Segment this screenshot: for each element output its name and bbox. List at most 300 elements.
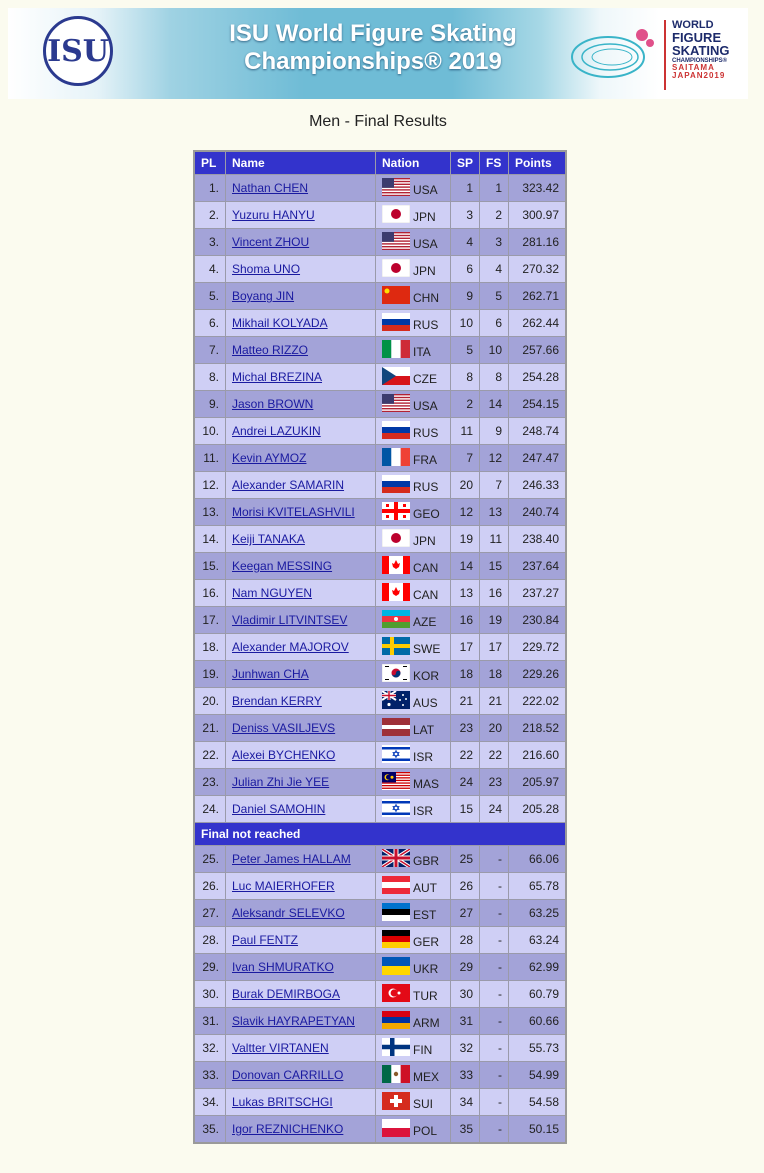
results-body <box>194 175 566 1144</box>
pol-flag-icon <box>382 1119 410 1137</box>
skater-name-link[interactable]: Alexei BYCHENKO <box>232 748 336 762</box>
skater-name-cell <box>226 1116 376 1144</box>
nation-code: USA <box>413 237 438 252</box>
nation-cell <box>376 688 451 715</box>
skater-name-cell <box>226 472 376 499</box>
sp-rank-cell: 27 <box>451 900 480 927</box>
skater-name-link[interactable]: Deniss VASILJEVS <box>232 721 336 735</box>
sui-flag-icon <box>382 1092 410 1110</box>
points-cell: 54.99 <box>509 1062 567 1089</box>
fs-rank-cell: 13 <box>480 499 509 526</box>
skater-name-cell <box>226 229 376 256</box>
fs-rank-cell: 8 <box>480 364 509 391</box>
fs-rank-cell: 22 <box>480 742 509 769</box>
sp-rank-cell: 25 <box>451 846 480 873</box>
skater-name-link[interactable]: Nathan CHEN <box>232 181 309 195</box>
nation-cell <box>376 364 451 391</box>
lat-flag-icon <box>382 718 410 736</box>
table-row <box>194 688 566 715</box>
skater-name-cell <box>226 954 376 981</box>
points-cell: 300.97 <box>509 202 567 229</box>
placement-cell: 23. <box>194 769 226 796</box>
skater-name-link[interactable]: Igor REZNICHENKO <box>232 1122 344 1136</box>
skater-name-link[interactable]: Peter James HALLAM <box>232 852 351 866</box>
fs-rank-cell: - <box>480 981 509 1008</box>
skater-name-link[interactable]: Mikhail KOLYADA <box>232 316 328 330</box>
nation-cell <box>376 526 451 553</box>
skater-name-cell <box>226 873 376 900</box>
nation-cell <box>376 256 451 283</box>
points-cell: 262.44 <box>509 310 567 337</box>
nation-cell <box>376 1089 451 1116</box>
sp-rank-cell: 13 <box>451 580 480 607</box>
skater-name-link[interactable]: Nam NGUYEN <box>232 586 313 600</box>
sp-rank-cell: 12 <box>451 499 480 526</box>
nation-code: SUI <box>413 1097 434 1112</box>
nation-cell <box>376 445 451 472</box>
placement-cell: 21. <box>194 715 226 742</box>
points-cell: 323.42 <box>509 175 567 202</box>
table-row <box>194 418 566 445</box>
sp-rank-cell: 28 <box>451 927 480 954</box>
skater-name-cell <box>226 445 376 472</box>
table-row <box>194 1089 566 1116</box>
nation-cell <box>376 1062 451 1089</box>
skater-name-link[interactable]: Vladimir LITVINTSEV <box>232 613 348 627</box>
nation-cell <box>376 846 451 873</box>
fs-rank-cell: - <box>480 1035 509 1062</box>
placement-cell: 18. <box>194 634 226 661</box>
points-cell: 205.28 <box>509 796 567 823</box>
sp-rank-cell: 15 <box>451 796 480 823</box>
nation-code: FIN <box>413 1043 433 1058</box>
skater-name-link[interactable]: Shoma UNO <box>232 262 301 276</box>
fs-rank-cell: 6 <box>480 310 509 337</box>
points-cell: 65.78 <box>509 873 567 900</box>
nation-cell <box>376 337 451 364</box>
nation-cell <box>376 418 451 445</box>
skater-name-cell <box>226 310 376 337</box>
table-row <box>194 715 566 742</box>
page-title: Men - Final Results <box>309 113 447 130</box>
points-cell: 229.26 <box>509 661 567 688</box>
placement-cell: 30. <box>194 981 226 1008</box>
rus-flag-icon <box>382 475 410 493</box>
table-row <box>194 1008 566 1035</box>
points-cell: 205.97 <box>509 769 567 796</box>
champ-logo-championships: CHAMPIONSHIPS® <box>672 58 728 64</box>
skater-name-cell <box>226 553 376 580</box>
nation-cell <box>376 1116 451 1144</box>
placement-cell: 24. <box>194 796 226 823</box>
header-nation: Nation <box>376 151 451 175</box>
points-cell: 60.66 <box>509 1008 567 1035</box>
table-row <box>194 337 566 364</box>
nation-cell <box>376 981 451 1008</box>
mas-flag-icon <box>382 772 410 790</box>
fs-rank-cell: 7 <box>480 472 509 499</box>
points-cell: 238.40 <box>509 526 567 553</box>
sp-rank-cell: 7 <box>451 445 480 472</box>
placement-cell: 34. <box>194 1089 226 1116</box>
placement-cell: 19. <box>194 661 226 688</box>
fs-rank-cell: 1 <box>480 175 509 202</box>
skater-name-cell <box>226 742 376 769</box>
nation-cell <box>376 310 451 337</box>
nation-cell <box>376 1008 451 1035</box>
sp-rank-cell: 33 <box>451 1062 480 1089</box>
points-cell: 257.66 <box>509 337 567 364</box>
sp-rank-cell: 26 <box>451 873 480 900</box>
points-cell: 62.99 <box>509 954 567 981</box>
nation-code: AUT <box>413 881 437 896</box>
placement-cell: 1. <box>194 175 226 202</box>
final-not-reached-label: Final not reached <box>194 823 566 846</box>
fra-flag-icon <box>382 448 410 466</box>
nation-cell <box>376 873 451 900</box>
skater-name-link[interactable]: Morisi KVITELASHVILI <box>232 505 355 519</box>
skater-name-cell <box>226 499 376 526</box>
gbr-flag-icon <box>382 849 410 867</box>
table-row <box>194 954 566 981</box>
sp-rank-cell: 29 <box>451 954 480 981</box>
sp-rank-cell: 30 <box>451 981 480 1008</box>
nation-code: USA <box>413 399 438 414</box>
skater-name-link[interactable]: Julian Zhi Jie YEE <box>232 775 330 789</box>
skater-name-cell <box>226 1008 376 1035</box>
skater-name-cell <box>226 526 376 553</box>
table-row <box>194 742 566 769</box>
placement-cell: 16. <box>194 580 226 607</box>
points-cell: 63.25 <box>509 900 567 927</box>
placement-cell: 33. <box>194 1062 226 1089</box>
placement-cell: 9. <box>194 391 226 418</box>
sp-rank-cell: 23 <box>451 715 480 742</box>
header-fs: FS <box>480 151 509 175</box>
placement-cell: 11. <box>194 445 226 472</box>
nation-cell <box>376 634 451 661</box>
skater-name-link[interactable]: Jason BROWN <box>232 397 314 411</box>
sp-rank-cell: 24 <box>451 769 480 796</box>
nation-cell <box>376 553 451 580</box>
table-header-row <box>194 151 566 175</box>
table-row <box>194 310 566 337</box>
points-cell: 281.16 <box>509 229 567 256</box>
points-cell: 216.60 <box>509 742 567 769</box>
skater-name-link[interactable]: Kevin AYMOZ <box>232 451 307 465</box>
placement-cell: 27. <box>194 900 226 927</box>
sp-rank-cell: 2 <box>451 391 480 418</box>
aus-flag-icon <box>382 691 410 709</box>
skater-name-cell <box>226 1035 376 1062</box>
champ-logo-saitama: SAITAMA <box>672 63 715 72</box>
nation-cell <box>376 229 451 256</box>
skater-name-link[interactable]: Keiji TANAKA <box>232 532 305 546</box>
nation-cell <box>376 580 451 607</box>
nation-code: RUS <box>413 318 439 333</box>
skater-name-cell <box>226 900 376 927</box>
skater-name-link[interactable]: Vincent ZHOU <box>232 235 310 249</box>
table-row <box>194 927 566 954</box>
skater-name-link[interactable]: Alexander SAMARIN <box>232 478 345 492</box>
aut-flag-icon <box>382 876 410 894</box>
skater-name-link[interactable]: Boyang JIN <box>232 289 295 303</box>
points-cell: 66.06 <box>509 846 567 873</box>
placement-cell: 26. <box>194 873 226 900</box>
fs-rank-cell: 14 <box>480 391 509 418</box>
fs-rank-cell: 19 <box>480 607 509 634</box>
arm-flag-icon <box>382 1011 410 1029</box>
skater-name-cell <box>226 283 376 310</box>
placement-cell: 17. <box>194 607 226 634</box>
nation-code: JPN <box>413 210 436 225</box>
usa-flag-icon <box>382 232 410 250</box>
skater-name-link[interactable]: Ivan SHMURATKO <box>232 960 334 974</box>
fs-rank-cell: 15 <box>480 553 509 580</box>
table-row <box>194 499 566 526</box>
nation-cell <box>376 202 451 229</box>
points-cell: 222.02 <box>509 688 567 715</box>
fs-rank-cell: - <box>480 1008 509 1035</box>
fs-rank-cell: - <box>480 927 509 954</box>
skater-name-link[interactable]: Andrei LAZUKIN <box>232 424 321 438</box>
skater-name-link[interactable]: Keegan MESSING <box>232 559 333 573</box>
skater-name-link[interactable]: Paul FENTZ <box>232 933 299 947</box>
fs-rank-cell: - <box>480 1116 509 1144</box>
table-row <box>194 445 566 472</box>
nation-code: RUS <box>413 426 439 441</box>
skater-name-cell <box>226 337 376 364</box>
chn-flag-icon <box>382 286 410 304</box>
skater-name-link[interactable]: Junhwan CHA <box>232 667 309 681</box>
fs-rank-cell: 2 <box>480 202 509 229</box>
sp-rank-cell: 11 <box>451 418 480 445</box>
isu-logo <box>43 16 113 86</box>
sp-rank-cell: 16 <box>451 607 480 634</box>
nation-cell <box>376 769 451 796</box>
nation-cell <box>376 715 451 742</box>
table-row <box>194 769 566 796</box>
placement-cell: 35. <box>194 1116 226 1144</box>
aze-flag-icon <box>382 610 410 628</box>
nation-code: USA <box>413 183 438 198</box>
placement-cell: 5. <box>194 283 226 310</box>
sp-rank-cell: 21 <box>451 688 480 715</box>
nation-code: GBR <box>413 854 440 869</box>
skater-name-link[interactable]: Luc MAIERHOFER <box>232 879 335 893</box>
results-table <box>193 150 567 1144</box>
skater-name-cell <box>226 364 376 391</box>
placement-cell: 13. <box>194 499 226 526</box>
nation-code: SWE <box>413 642 441 657</box>
points-cell: 50.15 <box>509 1116 567 1144</box>
fs-rank-cell: 9 <box>480 418 509 445</box>
skater-name-link[interactable]: Brendan KERRY <box>232 694 322 708</box>
skater-name-link[interactable]: Alexander MAJOROV <box>232 640 349 654</box>
skater-name-link[interactable]: Burak DEMIRBOGA <box>232 987 341 1001</box>
table-row <box>194 981 566 1008</box>
placement-cell: 2. <box>194 202 226 229</box>
points-cell: 237.27 <box>509 580 567 607</box>
nation-cell <box>376 661 451 688</box>
skater-name-cell <box>226 715 376 742</box>
placement-cell: 10. <box>194 418 226 445</box>
table-row <box>194 1035 566 1062</box>
fs-rank-cell: 3 <box>480 229 509 256</box>
table-row <box>194 1062 566 1089</box>
jpn-flag-icon <box>382 205 410 223</box>
skater-name-cell <box>226 175 376 202</box>
sp-rank-cell: 34 <box>451 1089 480 1116</box>
fs-rank-cell: 24 <box>480 796 509 823</box>
header-sp: SP <box>451 151 480 175</box>
table-row <box>194 580 566 607</box>
sp-rank-cell: 4 <box>451 229 480 256</box>
placement-cell: 25. <box>194 846 226 873</box>
skater-name-cell <box>226 688 376 715</box>
sp-rank-cell: 18 <box>451 661 480 688</box>
table-row <box>194 391 566 418</box>
champ-logo-world: WORLD <box>672 19 714 31</box>
nation-cell <box>376 927 451 954</box>
table-row <box>194 900 566 927</box>
table-row <box>194 472 566 499</box>
table-row <box>194 229 566 256</box>
sp-rank-cell: 35 <box>451 1116 480 1144</box>
points-cell: 54.58 <box>509 1089 567 1116</box>
sp-rank-cell: 22 <box>451 742 480 769</box>
nation-cell <box>376 472 451 499</box>
isr-flag-icon <box>382 745 410 763</box>
skater-name-link[interactable]: Michal BREZINA <box>232 370 323 384</box>
fs-rank-cell: - <box>480 1062 509 1089</box>
table-row <box>194 661 566 688</box>
points-cell: 63.24 <box>509 927 567 954</box>
nation-code: AZE <box>413 615 437 630</box>
skater-name-link[interactable]: Donovan CARRILLO <box>232 1068 344 1082</box>
rus-flag-icon <box>382 313 410 331</box>
table-row <box>194 796 566 823</box>
usa-flag-icon <box>382 178 410 196</box>
banner-title-line2: Championships® 2019 <box>244 47 502 75</box>
table-row <box>194 553 566 580</box>
fs-rank-cell: 11 <box>480 526 509 553</box>
section-header-row <box>194 823 566 846</box>
points-cell: 218.52 <box>509 715 567 742</box>
skater-name-link[interactable]: Matteo RIZZO <box>232 343 309 357</box>
points-cell: 229.72 <box>509 634 567 661</box>
skater-name-cell <box>226 661 376 688</box>
fs-rank-cell: 17 <box>480 634 509 661</box>
fs-rank-cell: 21 <box>480 688 509 715</box>
table-row <box>194 364 566 391</box>
skater-name-cell <box>226 607 376 634</box>
rus-flag-icon <box>382 421 410 439</box>
nation-code: CHN <box>413 291 439 306</box>
points-cell: 60.79 <box>509 981 567 1008</box>
fs-rank-cell: 12 <box>480 445 509 472</box>
can-flag-icon <box>382 556 410 574</box>
sp-rank-cell: 19 <box>451 526 480 553</box>
jpn-flag-icon <box>382 259 410 277</box>
skater-name-link[interactable]: Yuzuru HANYU <box>232 208 315 222</box>
skater-name-cell <box>226 256 376 283</box>
sp-rank-cell: 14 <box>451 553 480 580</box>
skater-name-link[interactable]: Valtter VIRTANEN <box>232 1041 329 1055</box>
geo-flag-icon <box>382 502 410 520</box>
skater-name-link[interactable]: Daniel SAMOHIN <box>232 802 326 816</box>
header-name: Name <box>226 151 376 175</box>
nation-code: ISR <box>413 750 434 765</box>
points-cell: 230.84 <box>509 607 567 634</box>
kor-flag-icon <box>382 664 410 682</box>
nation-cell <box>376 1035 451 1062</box>
skater-name-link[interactable]: Aleksandr SELEVKO <box>232 906 345 920</box>
points-cell: 247.47 <box>509 445 567 472</box>
fs-rank-cell: 16 <box>480 580 509 607</box>
skater-name-cell <box>226 769 376 796</box>
points-cell: 246.33 <box>509 472 567 499</box>
champ-logo-figure: FIGURE <box>672 30 722 45</box>
table-row <box>194 846 566 873</box>
skater-name-cell <box>226 634 376 661</box>
nation-code: AUS <box>413 696 438 711</box>
table-row <box>194 526 566 553</box>
placement-cell: 14. <box>194 526 226 553</box>
skater-name-cell <box>226 391 376 418</box>
sp-rank-cell: 6 <box>451 256 480 283</box>
fs-rank-cell: 4 <box>480 256 509 283</box>
placement-cell: 12. <box>194 472 226 499</box>
placement-cell: 15. <box>194 553 226 580</box>
can-flag-icon <box>382 583 410 601</box>
skater-name-cell <box>226 580 376 607</box>
ger-flag-icon <box>382 930 410 948</box>
event-banner <box>8 8 748 99</box>
skater-name-link[interactable]: Slavik HAYRAPETYAN <box>232 1014 355 1028</box>
table-row <box>194 634 566 661</box>
header-pl: PL <box>194 151 226 175</box>
nation-code: CAN <box>413 561 439 576</box>
fs-rank-cell: 10 <box>480 337 509 364</box>
points-cell: 237.64 <box>509 553 567 580</box>
points-cell: 254.15 <box>509 391 567 418</box>
skater-name-cell <box>226 418 376 445</box>
nation-code: JPN <box>413 534 436 549</box>
nation-code: ITA <box>413 345 431 360</box>
table-row <box>194 202 566 229</box>
fs-rank-cell: 5 <box>480 283 509 310</box>
skater-name-cell <box>226 927 376 954</box>
placement-cell: 22. <box>194 742 226 769</box>
points-cell: 248.74 <box>509 418 567 445</box>
fs-rank-cell: 18 <box>480 661 509 688</box>
skater-name-link[interactable]: Lukas BRITSCHGI <box>232 1095 333 1109</box>
sp-rank-cell: 8 <box>451 364 480 391</box>
fs-rank-cell: 23 <box>480 769 509 796</box>
fs-rank-cell: - <box>480 873 509 900</box>
nation-cell <box>376 954 451 981</box>
table-row <box>194 1116 566 1144</box>
champ-logo-japan: JAPAN2019 <box>672 71 726 80</box>
championship-logo <box>664 20 744 90</box>
sp-rank-cell: 20 <box>451 472 480 499</box>
nation-code: CAN <box>413 588 439 603</box>
placement-cell: 29. <box>194 954 226 981</box>
fs-rank-cell: - <box>480 846 509 873</box>
fs-rank-cell: - <box>480 1089 509 1116</box>
header-points: Points <box>509 151 567 175</box>
